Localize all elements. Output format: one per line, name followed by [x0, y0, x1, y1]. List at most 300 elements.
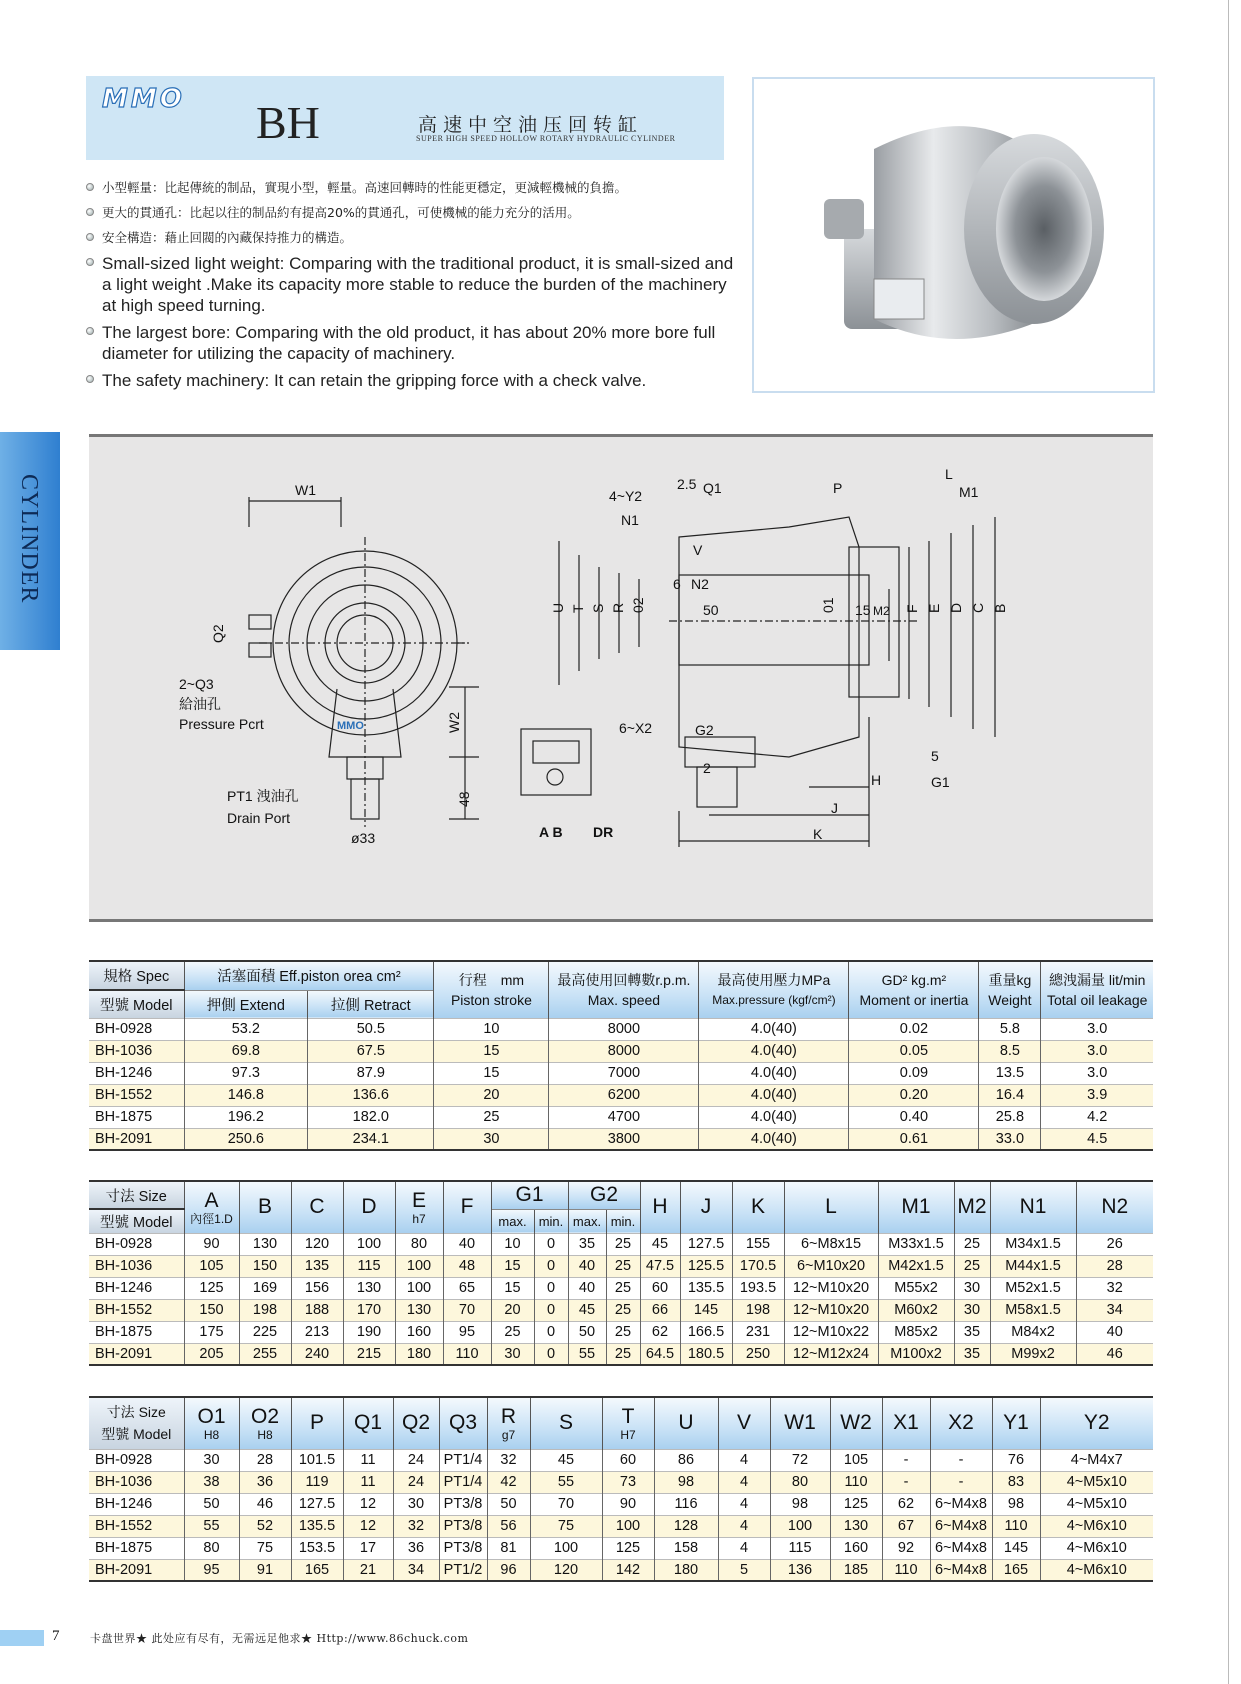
table-row: [89, 1493, 1153, 1515]
value-cell: -: [930, 1449, 992, 1471]
col-retract: 拉側 Retract: [308, 990, 434, 1018]
value-cell: 30: [184, 1449, 239, 1471]
value-cell: M99x2: [990, 1343, 1076, 1365]
value-cell: 64.5: [640, 1343, 680, 1365]
model-cell: BH-1246: [89, 1277, 184, 1299]
value-cell: 125: [184, 1277, 239, 1299]
value-cell: 255: [239, 1343, 291, 1365]
value-cell: 95: [443, 1321, 491, 1343]
label-50: 50: [703, 602, 719, 618]
value-cell: 6~M10x20: [784, 1255, 878, 1277]
bullet-icon: [86, 183, 94, 191]
value-cell: 33.0: [979, 1128, 1041, 1150]
value-cell: 81: [487, 1537, 530, 1559]
col-e: E h7: [395, 1181, 443, 1233]
value-cell: 12~M10x22: [784, 1321, 878, 1343]
value-cell: 3.0: [1041, 1062, 1153, 1084]
value-cell: 62: [640, 1321, 680, 1343]
drawing-logo: MMO: [337, 720, 364, 732]
value-cell: 25: [606, 1233, 640, 1255]
feature-item: 小型輕量：比起傳統的制品，實現小型，輕量。高速回轉時的性能更穩定，更減輕機械的負擔。: [86, 178, 736, 197]
drawing-svg: [89, 437, 1153, 919]
value-cell: 55: [530, 1471, 602, 1493]
label-p: P: [833, 480, 843, 496]
value-cell: 101.5: [291, 1449, 343, 1471]
bullet-icon: [86, 327, 94, 335]
value-cell: M84x2: [990, 1321, 1076, 1343]
value-cell: 100: [602, 1515, 654, 1537]
col-h: H: [640, 1181, 680, 1233]
value-cell: 215: [343, 1343, 395, 1365]
value-cell: 4: [718, 1449, 770, 1471]
value-cell: PT1/4: [439, 1471, 487, 1493]
feature-item: The safety machinery: It can retain the gripping force with a check valve.: [86, 370, 736, 391]
value-cell: 6~M4x8: [930, 1537, 992, 1559]
value-cell: 105: [830, 1449, 882, 1471]
col-q3: Q3: [439, 1397, 487, 1449]
col-g1-min: min.: [534, 1209, 568, 1233]
col-spec: 規格 Spec: [89, 961, 184, 990]
value-cell: 150: [184, 1299, 239, 1321]
col-x2: X2: [930, 1397, 992, 1449]
value-cell: 12~M10x20: [784, 1299, 878, 1321]
label-5: 5: [931, 748, 939, 764]
value-cell: 180: [654, 1559, 718, 1581]
value-cell: 250.6: [184, 1128, 308, 1150]
value-cell: 26: [1076, 1233, 1153, 1255]
value-cell: 127.5: [680, 1233, 732, 1255]
col-leakage: 總洩漏量 lit/min Total oil leakage: [1041, 961, 1153, 1018]
value-cell: 4~M6x10: [1040, 1515, 1153, 1537]
value-cell: 10: [434, 1018, 549, 1040]
value-cell: 110: [992, 1515, 1040, 1537]
label-d33: ø33: [351, 830, 376, 846]
dimension-table-2: [89, 1396, 1153, 1582]
value-cell: 146.8: [184, 1084, 308, 1106]
side-section-view: [559, 517, 995, 847]
value-cell: 6~M4x8: [930, 1515, 992, 1537]
label-m1: M1: [959, 484, 979, 500]
feature-item: 更大的貫通孔：比起以往的制品約有提高20%的貫通孔，可使機械的能力充分的活用。: [86, 203, 736, 222]
label-d: D: [948, 602, 964, 613]
value-cell: 48: [443, 1255, 491, 1277]
value-cell: 5.8: [979, 1018, 1041, 1040]
value-cell: 135.5: [680, 1277, 732, 1299]
value-cell: 231: [732, 1321, 784, 1343]
title-chinese: 高速中空油压回转缸: [418, 114, 644, 136]
bullet-icon: [86, 233, 94, 241]
value-cell: 32: [487, 1449, 530, 1471]
col-weight: 重量kg Weight: [979, 961, 1041, 1018]
col-x1: X1: [882, 1397, 930, 1449]
col-w1: W1: [770, 1397, 830, 1449]
value-cell: 193.5: [732, 1277, 784, 1299]
value-cell: 175: [184, 1321, 239, 1343]
value-cell: 75: [239, 1537, 291, 1559]
value-cell: 110: [443, 1343, 491, 1365]
value-cell: 60: [640, 1277, 680, 1299]
value-cell: 190: [343, 1321, 395, 1343]
value-cell: 66: [640, 1299, 680, 1321]
model-cell: BH-1875: [89, 1321, 184, 1343]
label-q3: 2~Q3: [179, 676, 214, 692]
value-cell: 36: [239, 1471, 291, 1493]
value-cell: 116: [654, 1493, 718, 1515]
label-e: E: [926, 603, 942, 613]
value-cell: M34x1.5: [990, 1233, 1076, 1255]
model-cell: BH-1552: [89, 1515, 184, 1537]
label-b: B: [992, 603, 1008, 613]
value-cell: 158: [654, 1537, 718, 1559]
col-d: D: [343, 1181, 395, 1233]
value-cell: 100: [770, 1515, 830, 1537]
value-cell: 30: [393, 1493, 439, 1515]
value-cell: 20: [434, 1084, 549, 1106]
col-a: A 內徑1.D: [184, 1181, 239, 1233]
value-cell: 98: [654, 1471, 718, 1493]
value-cell: 24: [393, 1471, 439, 1493]
value-cell: 25: [954, 1233, 990, 1255]
col-m1: M1: [878, 1181, 954, 1233]
col-extend: 押側 Extend: [184, 990, 308, 1018]
col-u: U: [654, 1397, 718, 1449]
value-cell: 56: [487, 1515, 530, 1537]
col-y2: Y2: [1040, 1397, 1153, 1449]
table-row: [89, 1062, 1153, 1084]
col-r: R g7: [487, 1397, 530, 1449]
value-cell: 6~M8x15: [784, 1233, 878, 1255]
value-cell: 25: [606, 1343, 640, 1365]
value-cell: 70: [443, 1299, 491, 1321]
label-h: H: [871, 772, 882, 788]
value-cell: 47.5: [640, 1255, 680, 1277]
value-cell: 40: [568, 1255, 606, 1277]
model-cell: BH-1246: [89, 1493, 184, 1515]
value-cell: 156: [291, 1277, 343, 1299]
value-cell: 4.0(40): [699, 1084, 849, 1106]
value-cell: 4~M4x7: [1040, 1449, 1153, 1471]
col-v: V: [718, 1397, 770, 1449]
value-cell: 198: [239, 1299, 291, 1321]
value-cell: 127.5: [291, 1493, 343, 1515]
value-cell: 160: [395, 1321, 443, 1343]
value-cell: 30: [491, 1343, 534, 1365]
table-row: [89, 1343, 1153, 1365]
value-cell: 120: [530, 1559, 602, 1581]
value-cell: 83: [992, 1471, 1040, 1493]
value-cell: 145: [992, 1537, 1040, 1559]
value-cell: PT1/4: [439, 1449, 487, 1471]
value-cell: 0.05: [849, 1040, 979, 1062]
value-cell: 30: [434, 1128, 549, 1150]
value-cell: 42: [487, 1471, 530, 1493]
col-stroke: 行程 mm Piston stroke: [434, 961, 549, 1018]
value-cell: 91: [239, 1559, 291, 1581]
value-cell: 62: [882, 1493, 930, 1515]
value-cell: 17: [343, 1537, 393, 1559]
value-cell: 25: [606, 1321, 640, 1343]
value-cell: 0.61: [849, 1128, 979, 1150]
col-l: L: [784, 1181, 878, 1233]
col-w2: W2: [830, 1397, 882, 1449]
value-cell: 180.5: [680, 1343, 732, 1365]
col-size: 寸法 Size: [89, 1181, 184, 1209]
value-cell: 136.6: [308, 1084, 434, 1106]
value-cell: 70: [530, 1493, 602, 1515]
table-row: [89, 1559, 1153, 1581]
front-view: [249, 497, 479, 827]
value-cell: 115: [343, 1255, 395, 1277]
value-cell: 234.1: [308, 1128, 434, 1150]
table-row: [89, 1018, 1153, 1040]
value-cell: 95: [184, 1559, 239, 1581]
col-j: J: [680, 1181, 732, 1233]
value-cell: 185: [830, 1559, 882, 1581]
value-cell: 80: [395, 1233, 443, 1255]
page-number: 7: [52, 1628, 60, 1644]
value-cell: 4~M5x10: [1040, 1493, 1153, 1515]
label-dr: DR: [593, 824, 614, 840]
value-cell: 72: [770, 1449, 830, 1471]
table-row: [89, 1299, 1153, 1321]
col-n1: N1: [990, 1181, 1076, 1233]
value-cell: 45: [568, 1299, 606, 1321]
value-cell: 125.5: [680, 1255, 732, 1277]
brand-logo: MMO: [102, 84, 185, 114]
value-cell: 50.5: [308, 1018, 434, 1040]
value-cell: 40: [568, 1277, 606, 1299]
value-cell: 0: [534, 1299, 568, 1321]
label-x2: 6~X2: [619, 720, 653, 736]
page-edge: [1228, 0, 1229, 1684]
value-cell: 16.4: [979, 1084, 1041, 1106]
value-cell: 0: [534, 1277, 568, 1299]
value-cell: 180: [395, 1343, 443, 1365]
value-cell: 50: [184, 1493, 239, 1515]
value-cell: M100x2: [878, 1343, 954, 1365]
col-n2: N2: [1076, 1181, 1153, 1233]
value-cell: 5: [718, 1559, 770, 1581]
col-size-model: 寸法 Size 型號 Model: [89, 1397, 184, 1449]
feature-list: [86, 178, 736, 397]
value-cell: 4: [718, 1493, 770, 1515]
value-cell: 32: [1076, 1277, 1153, 1299]
col-pressure: 最高使用壓力MPa Max.pressure (kgf/cm²): [699, 961, 849, 1018]
feature-item: 安全構造：藉止回閥的內藏保持推力的構造。: [86, 228, 736, 247]
cylinder-photo-illustration: [754, 79, 1153, 391]
model-cell: BH-0928: [89, 1233, 184, 1255]
value-cell: 28: [239, 1449, 291, 1471]
label-u: U: [550, 602, 566, 613]
label-w2: W2: [446, 712, 462, 733]
value-cell: 196.2: [184, 1106, 308, 1128]
value-cell: 4~M5x10: [1040, 1471, 1153, 1493]
value-cell: 136: [770, 1559, 830, 1581]
value-cell: 8.5: [979, 1040, 1041, 1062]
value-cell: 35: [568, 1233, 606, 1255]
label-f: F: [904, 604, 920, 613]
value-cell: 105: [184, 1255, 239, 1277]
col-q2: Q2: [393, 1397, 439, 1449]
value-cell: 198: [732, 1299, 784, 1321]
value-cell: 120: [291, 1233, 343, 1255]
model-cell: BH-2091: [89, 1343, 184, 1365]
label-q2: Q2: [210, 624, 226, 643]
table-row: [89, 1128, 1153, 1150]
col-k: K: [732, 1181, 784, 1233]
value-cell: 12~M10x20: [784, 1277, 878, 1299]
value-cell: 53.2: [184, 1018, 308, 1040]
value-cell: 182.0: [308, 1106, 434, 1128]
value-cell: 11: [343, 1449, 393, 1471]
value-cell: 130: [239, 1233, 291, 1255]
value-cell: 80: [770, 1471, 830, 1493]
value-cell: 34: [393, 1559, 439, 1581]
value-cell: 25: [491, 1321, 534, 1343]
value-cell: 25: [434, 1106, 549, 1128]
technical-drawing: [89, 434, 1153, 922]
value-cell: 4.2: [1041, 1106, 1153, 1128]
value-cell: 135.5: [291, 1515, 343, 1537]
value-cell: 25: [606, 1277, 640, 1299]
value-cell: 3.0: [1041, 1040, 1153, 1062]
value-cell: 225: [239, 1321, 291, 1343]
value-cell: 86: [654, 1449, 718, 1471]
value-cell: 25.8: [979, 1106, 1041, 1128]
col-f: F: [443, 1181, 491, 1233]
value-cell: 25: [954, 1255, 990, 1277]
col-b: B: [239, 1181, 291, 1233]
value-cell: PT3/8: [439, 1515, 487, 1537]
value-cell: 250: [732, 1343, 784, 1365]
value-cell: 21: [343, 1559, 393, 1581]
col-o2: O2 H8: [239, 1397, 291, 1449]
label-48: 48: [456, 791, 472, 807]
bullet-icon: [86, 375, 94, 383]
value-cell: PT1/2: [439, 1559, 487, 1581]
table-row: [89, 1537, 1153, 1559]
label-n1: N1: [621, 512, 639, 528]
value-cell: 12: [343, 1515, 393, 1537]
value-cell: 7000: [549, 1062, 699, 1084]
value-cell: M52x1.5: [990, 1277, 1076, 1299]
value-cell: 6~M4x8: [930, 1493, 992, 1515]
col-t: T H7: [602, 1397, 654, 1449]
footer-text: 卡盘世界★ 此处应有尽有，无需远足他求★ Http://www.86chuck.com: [90, 1632, 469, 1645]
label-drain-en: Drain Port: [227, 810, 291, 826]
table-row: [89, 1321, 1153, 1343]
value-cell: 87.9: [308, 1062, 434, 1084]
model-cell: BH-0928: [89, 1018, 184, 1040]
col-speed: 最高使用回轉數r.p.m. Max. speed: [549, 961, 699, 1018]
value-cell: 24: [393, 1449, 439, 1471]
value-cell: 169: [239, 1277, 291, 1299]
value-cell: PT3/8: [439, 1537, 487, 1559]
value-cell: -: [930, 1471, 992, 1493]
value-cell: 130: [395, 1299, 443, 1321]
col-c: C: [291, 1181, 343, 1233]
value-cell: 25: [606, 1299, 640, 1321]
value-cell: 4: [718, 1471, 770, 1493]
value-cell: 67.5: [308, 1040, 434, 1062]
value-cell: 213: [291, 1321, 343, 1343]
value-cell: M55x2: [878, 1277, 954, 1299]
value-cell: 100: [395, 1255, 443, 1277]
value-cell: 15: [491, 1255, 534, 1277]
value-cell: 0.02: [849, 1018, 979, 1040]
label-l: L: [945, 466, 953, 482]
value-cell: 150: [239, 1255, 291, 1277]
value-cell: 4: [718, 1537, 770, 1559]
label-m2: M2: [873, 604, 890, 618]
section-tab: [0, 432, 60, 650]
value-cell: 6200: [549, 1084, 699, 1106]
value-cell: 55: [184, 1515, 239, 1537]
value-cell: 115: [770, 1537, 830, 1559]
model-cell: BH-1036: [89, 1471, 184, 1493]
value-cell: 3.0: [1041, 1018, 1153, 1040]
label-j: J: [831, 800, 838, 816]
value-cell: 30: [954, 1277, 990, 1299]
value-cell: 20: [491, 1299, 534, 1321]
value-cell: 28: [1076, 1255, 1153, 1277]
value-cell: 45: [530, 1449, 602, 1471]
label-o2: 02: [630, 597, 646, 613]
value-cell: 0: [534, 1233, 568, 1255]
value-cell: 4~M6x10: [1040, 1537, 1153, 1559]
label-c: C: [970, 602, 986, 613]
value-cell: 0: [534, 1321, 568, 1343]
col-m2: M2: [954, 1181, 990, 1233]
dimension-table-1: [89, 1180, 1153, 1366]
value-cell: 40: [443, 1233, 491, 1255]
value-cell: 13.5: [979, 1062, 1041, 1084]
value-cell: PT3/8: [439, 1493, 487, 1515]
label-w1: W1: [295, 482, 316, 498]
feature-item: The largest bore: Comparing with the old product, it has about 20% more bore full diameter for utilizing the capacity of machinery.: [86, 322, 736, 364]
value-cell: 4.0(40): [699, 1018, 849, 1040]
value-cell: 69.8: [184, 1040, 308, 1062]
value-cell: 76: [992, 1449, 1040, 1471]
model-title: BH: [256, 97, 320, 148]
value-cell: 165: [291, 1559, 343, 1581]
label-g2: G2: [695, 722, 714, 738]
col-g2-min: min.: [606, 1209, 640, 1233]
table-row: [89, 1233, 1153, 1255]
value-cell: 80: [184, 1537, 239, 1559]
value-cell: 46: [239, 1493, 291, 1515]
value-cell: 15: [434, 1040, 549, 1062]
value-cell: 160: [830, 1537, 882, 1559]
value-cell: 0.20: [849, 1084, 979, 1106]
value-cell: -: [882, 1471, 930, 1493]
value-cell: M58x1.5: [990, 1299, 1076, 1321]
value-cell: 110: [882, 1559, 930, 1581]
model-cell: BH-2091: [89, 1128, 184, 1150]
value-cell: 75: [530, 1515, 602, 1537]
value-cell: M44x1.5: [990, 1255, 1076, 1277]
model-cell: BH-1875: [89, 1537, 184, 1559]
value-cell: 142: [602, 1559, 654, 1581]
value-cell: 38: [184, 1471, 239, 1493]
label-v: V: [693, 542, 703, 558]
label-pressure-cn: 給油孔: [179, 696, 221, 712]
feature-item: Small-sized light weight: Comparing with the traditional product, it is small-sized and a light weight .Make its capacity more stable to reduce the burden of the machinery at high speed turning.: [86, 253, 736, 316]
value-cell: 8000: [549, 1040, 699, 1062]
value-cell: 15: [434, 1062, 549, 1084]
footer-accent-bar: [0, 1630, 44, 1646]
value-cell: 90: [184, 1233, 239, 1255]
